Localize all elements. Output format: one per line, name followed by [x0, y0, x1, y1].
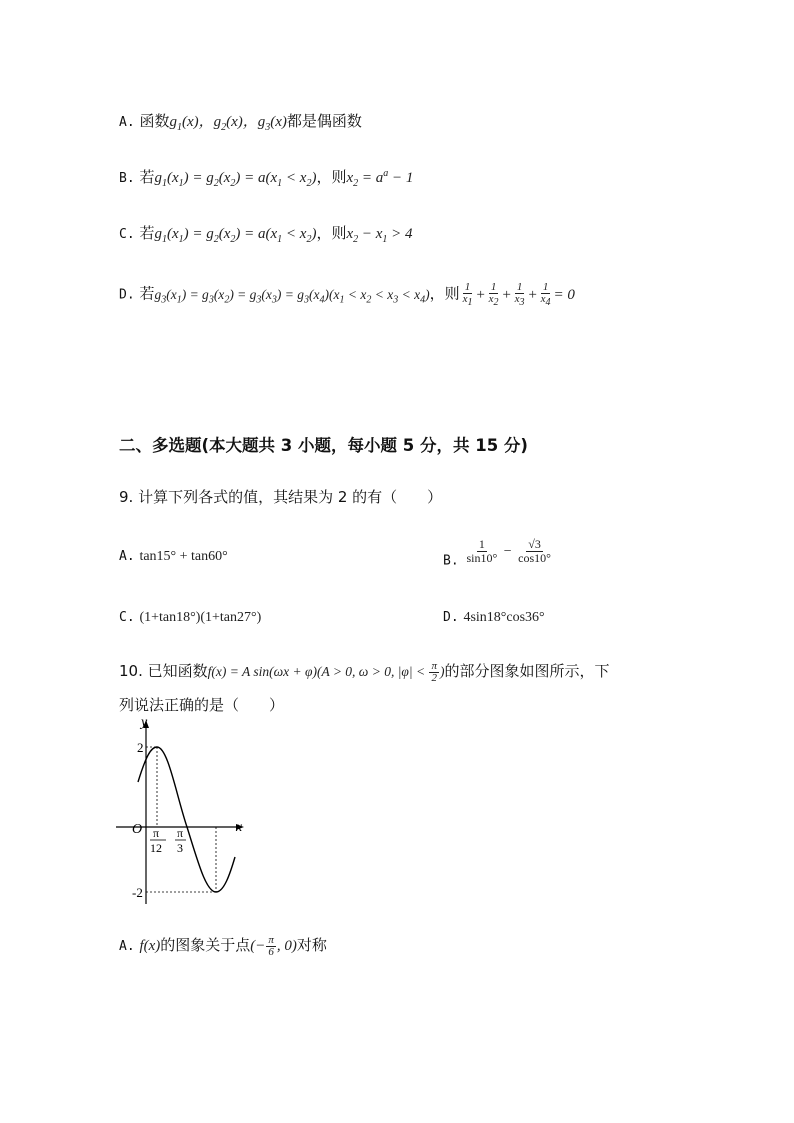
q10-stem-pre: 10. 已知函数: [119, 662, 208, 680]
tick2-denominator: 3: [177, 841, 183, 855]
option-d: [119, 282, 575, 308]
q10-stem-line1: [119, 660, 609, 684]
section-heading: 二、多选题(本大题共 3 小题，每小题 5 分，共 15 分): [119, 436, 528, 455]
option-c-pre: 若: [139, 224, 155, 242]
q9-option-d-expr: 4sin18°cos36°: [463, 610, 545, 625]
q10-option-a-func: f(x): [139, 938, 161, 954]
q9-option-c: [119, 607, 261, 626]
q9-option-a-label: A.: [119, 549, 135, 564]
q9-option-a: [119, 546, 228, 565]
q10-option-a-mid: 的图象关于点: [160, 936, 251, 954]
origin-label: O: [132, 822, 143, 837]
q10-stem-line2: 列说法正确的是（ ）: [119, 696, 285, 714]
option-c: [119, 222, 413, 245]
q9-option-b: [443, 538, 554, 569]
tick1-denominator: 12: [150, 841, 162, 855]
q10-option-a: [119, 934, 327, 958]
tick1-numerator: π: [153, 826, 160, 840]
q9-option-c-expr: (1+tan18°)(1+tan27°): [139, 610, 262, 625]
option-a-label: A.: [119, 115, 135, 130]
q9-option-d: [443, 607, 545, 626]
y-min-label: -2: [132, 885, 143, 900]
option-c-mid: ，则: [316, 224, 347, 242]
option-c-conclusion: $x_2 - x_1 > 4$: [346, 226, 413, 245]
option-a-post: 都是偶函数: [286, 112, 362, 130]
q9-option-b-label: B.: [443, 553, 459, 569]
option-b-mid: ，则: [316, 168, 347, 186]
option-b-conclusion: $x_2 = a^a - 1$: [346, 168, 414, 189]
option-a-formula: $g_1(x)$，$g_2(x)$，$g_3(x)$: [169, 114, 287, 133]
option-d-condition: $g_3(x_1) = g_3(x_2) = g_3(x_3) = g_3(x_4)(x_1 < x_2 < x_3 < x_4)$: [154, 286, 430, 306]
q9-option-a-expr: tan15° + tan60°: [139, 549, 228, 564]
q9-option-c-label: C.: [119, 610, 135, 625]
option-b-condition: $g_1(x_1) = g_2(x_2) = a(x_1 < x_2)$: [154, 170, 317, 189]
q10-function-formula: f(x) = A sin(ωx + φ)(A > 0, ω > 0, |φ| < $\frac{\pi}{2}$ ): [207, 660, 445, 685]
q10-option-a-point: (− $\frac{\pi}{6}$ , 0): [250, 934, 297, 959]
q9-stem: 9. 计算下列各式的值，其结果为 2 的有（ ）: [119, 488, 443, 506]
option-a: [119, 110, 362, 133]
q10-option-a-post: 对称: [296, 936, 327, 954]
option-b-label: B.: [119, 171, 135, 186]
option-a-pre: 函数: [139, 112, 170, 130]
tick2-numerator: π: [177, 826, 184, 840]
option-b-pre: 若: [139, 168, 155, 186]
sine-curve: [138, 747, 235, 892]
option-c-condition: $g_1(x_1) = g_2(x_2) = a(x_1 < x_2)$: [154, 226, 317, 245]
option-b: [119, 166, 413, 189]
q9-option-b-expr: $\frac{1}{\sin 10^\circ}$ − $\frac{√3}{\cos 10^\circ}$: [466, 537, 551, 565]
option-d-pre: 若: [139, 284, 155, 303]
function-graph: [112, 712, 252, 908]
option-d-conclusion: $\frac{1}{x_1}$ + $\frac{1}{x_2}$ + $\frac{1}{x_3}$ + $\frac{1}{x_4}$ = 0: [462, 281, 575, 309]
q10-stem-post: 的部分图象如图所示，下: [444, 662, 610, 680]
option-d-label: D.: [119, 287, 135, 303]
option-c-label: C.: [119, 227, 135, 242]
x-axis-label: x: [236, 820, 243, 835]
option-d-mid: ，则: [429, 284, 460, 303]
q9-option-d-label: D.: [443, 610, 459, 625]
y-max-label: 2: [137, 740, 144, 755]
y-axis-label: y: [141, 715, 148, 730]
q10-option-a-label: A.: [119, 939, 135, 954]
